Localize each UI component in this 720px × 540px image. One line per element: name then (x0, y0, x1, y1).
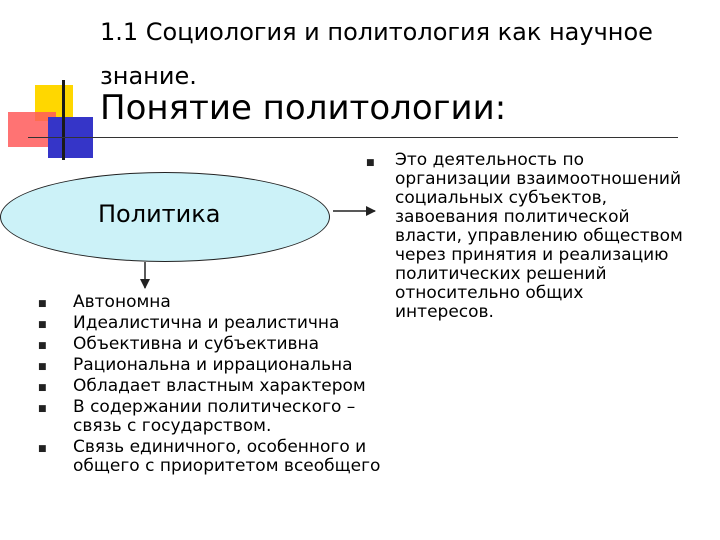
list-item: ■ Обладает властным характером (38, 376, 366, 396)
list-item: ■ Идеалистична и реалистична (38, 313, 340, 333)
bullet-icon: ■ (38, 299, 47, 309)
list-item: ■ Рациональна и иррациональна (38, 355, 353, 375)
list-item: ■ Связь единичного, особенного и общего с приоритетом всеобщего (38, 437, 381, 476)
politics-definition: Это деятельность по организации взаимоотношений социальных субъектов, завоевания политической власти, управлению обществом через принятия и реализацию политических решений относительно общих интересов. (395, 150, 683, 322)
list-item: ■ Автономна (38, 292, 171, 312)
list-item: ■ Объективна и субъективна (38, 334, 320, 354)
list-item: ■ В содержании политического – связь с государством. (38, 397, 356, 436)
bullet-icon: ■ (38, 404, 47, 414)
bullet-icon: ■ (38, 341, 47, 351)
definition-bullet: ■ (366, 158, 375, 168)
bullet-icon: ■ (38, 383, 47, 393)
slide-title: Понятие политологии: (100, 88, 507, 128)
bullet-icon: ■ (38, 362, 47, 372)
politics-label: Политика (98, 200, 221, 228)
politics-properties-list (38, 293, 388, 478)
slide-subtitle: 1.1 Социология и политология как научное знание. (100, 18, 653, 90)
bullet-icon: ■ (38, 320, 47, 330)
bullet-icon: ■ (38, 444, 47, 454)
